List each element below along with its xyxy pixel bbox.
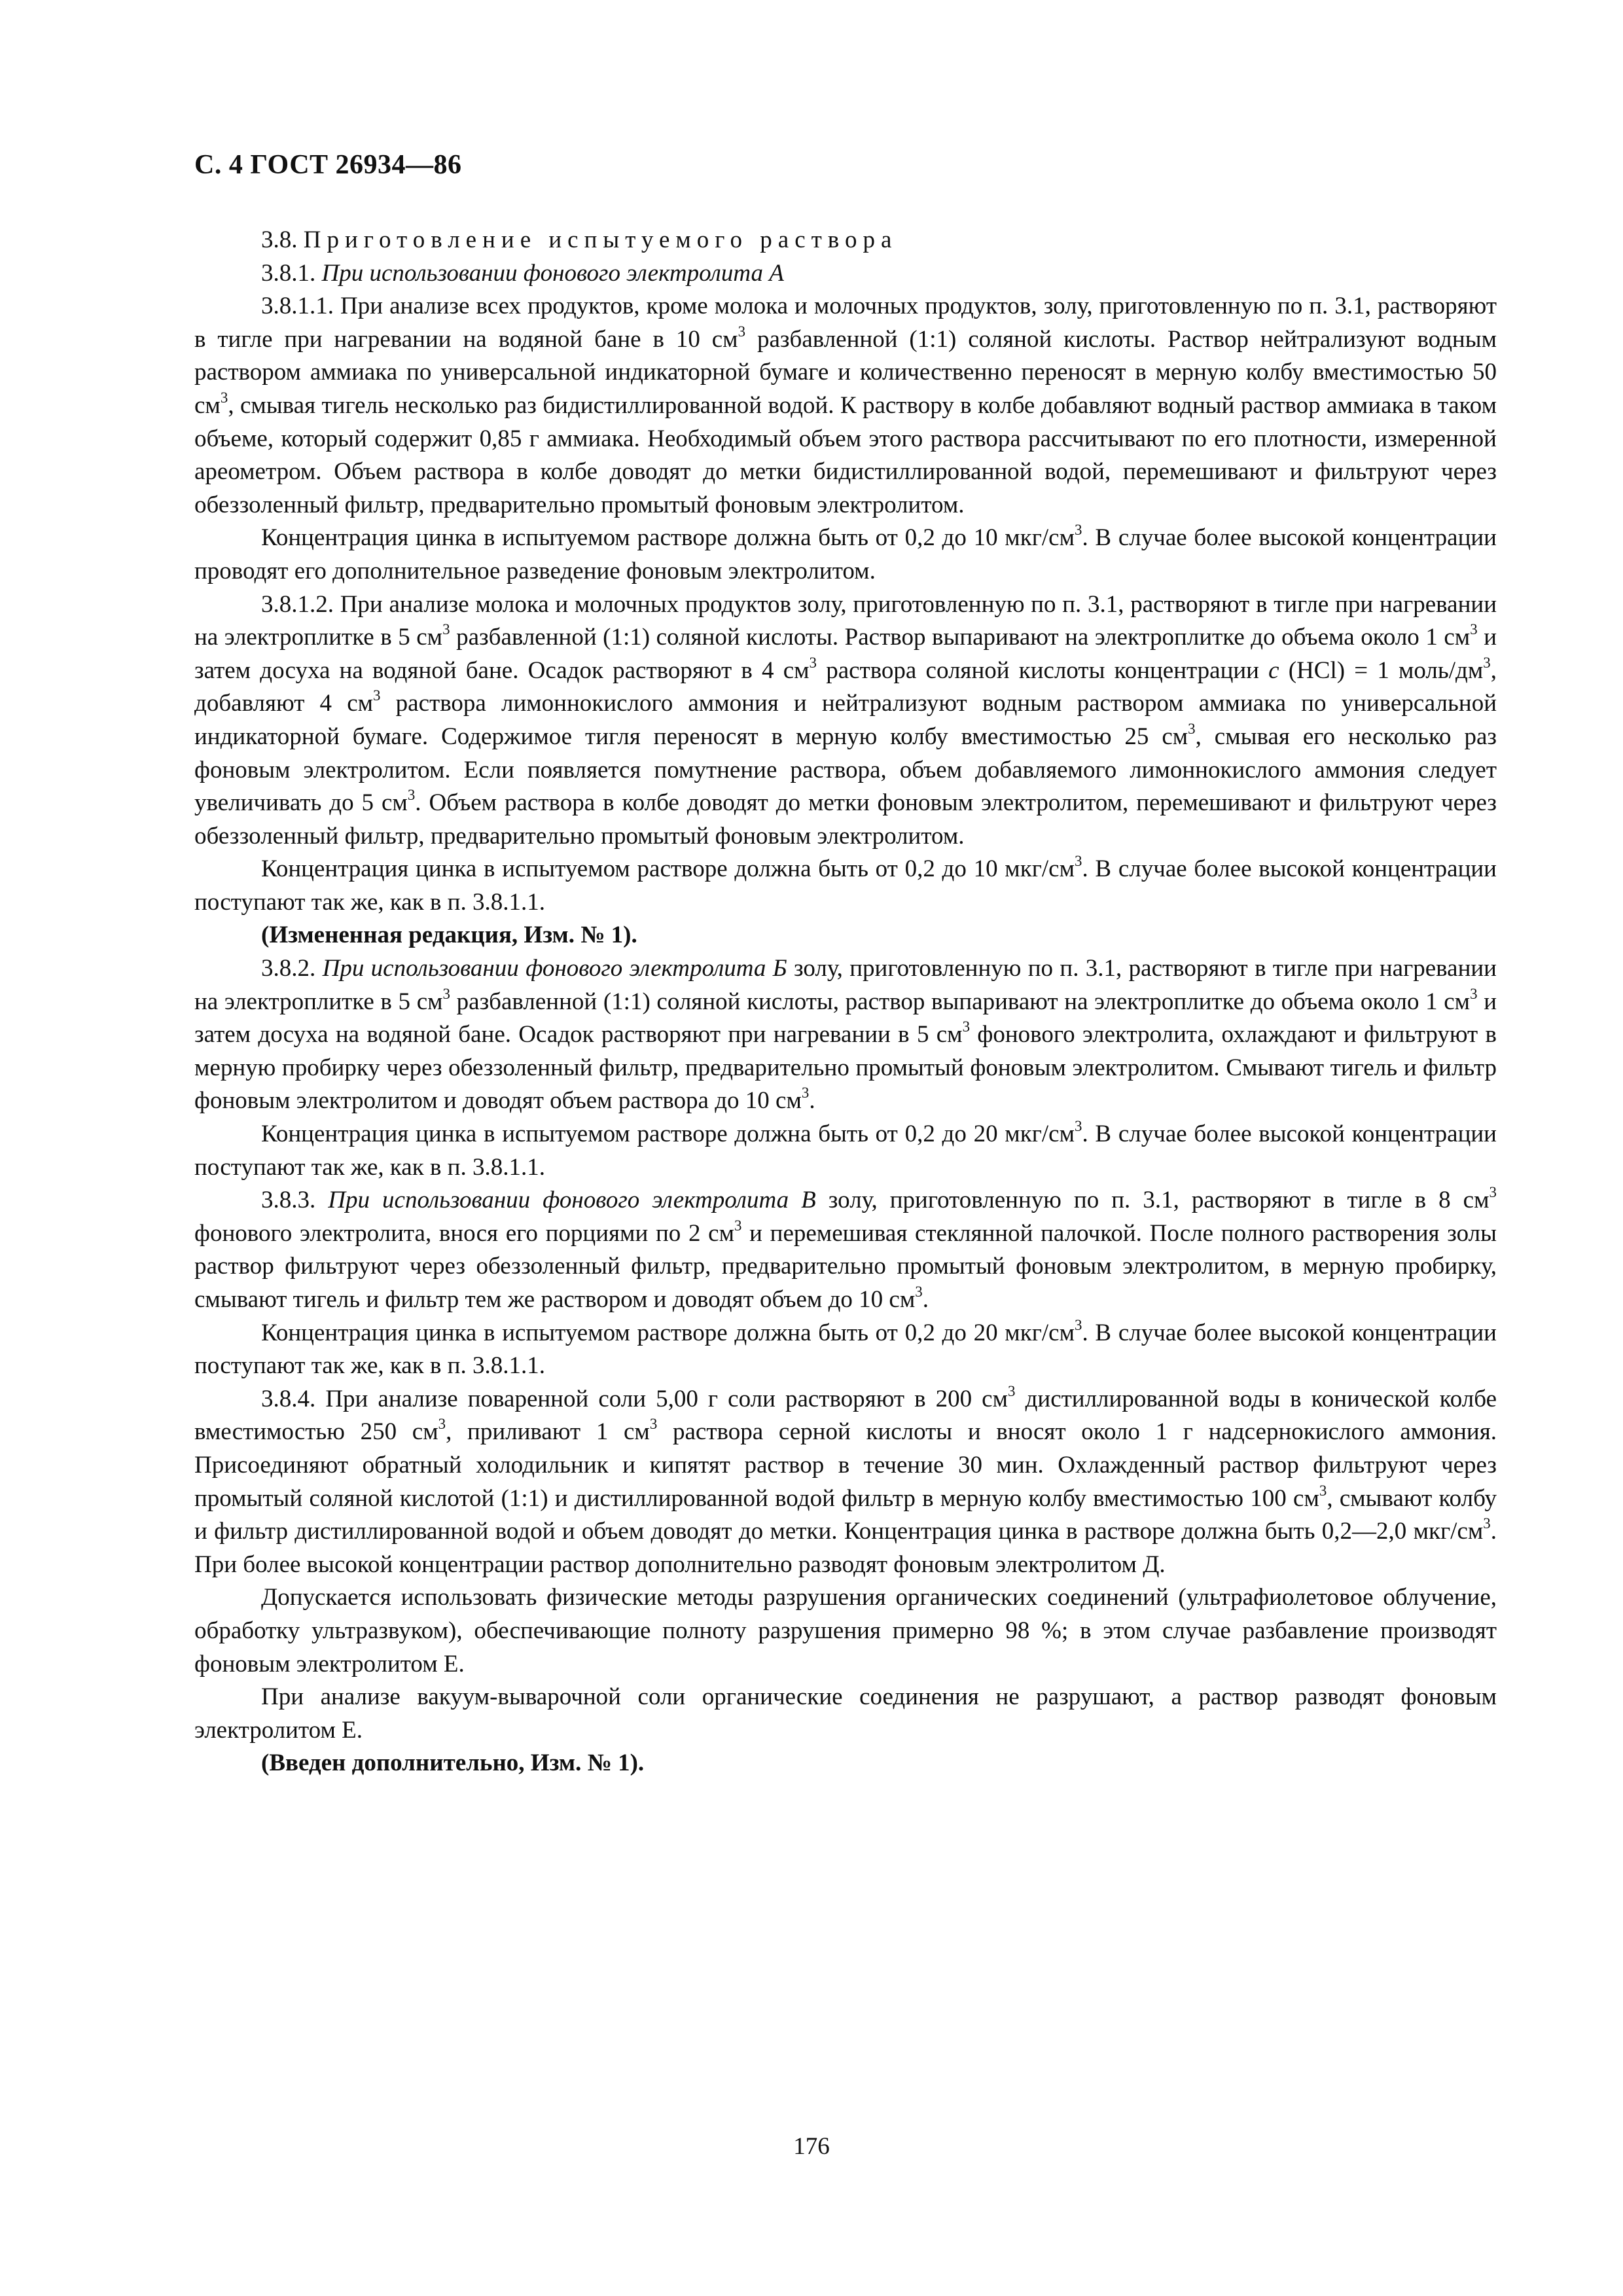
text-run: . bbox=[922, 1286, 929, 1313]
superscript: 3 bbox=[1319, 1482, 1327, 1499]
text-run: . В случае более высокой концентрации поступают так же, как в п. 3.8.1.1. bbox=[194, 855, 1497, 916]
text-run: Концентрация цинка в испытуемом растворе должна быть от 0,2 до 10 мкг/см bbox=[261, 524, 1075, 552]
paragraph-number: 3.8.3. bbox=[261, 1187, 329, 1214]
text-run: , приливают 1 см bbox=[446, 1418, 650, 1446]
text-run: . Объем раствора в колбе доводят до метки фоновым электролитом, перемешивают и фильтруют через обеззоленный фильтр, предварительно промытый фоновым электролитом. bbox=[194, 789, 1497, 850]
text-run: 3.8.1.2. При анализе молока и молочных продуктов золу, приготовленную по п. 3.1, растворяют в тигле при нагревании на электроплитке в 5 см bbox=[194, 590, 1497, 651]
text-run: . В случае более высокой концентрации поступают так же, как в п. 3.8.1.1. bbox=[194, 1121, 1497, 1181]
superscript: 3 bbox=[734, 1217, 742, 1234]
amendment-note-2: (Введен дополнительно, Изм. № 1). bbox=[261, 1749, 645, 1777]
page-header: С. 4 ГОСТ 26934—86 bbox=[194, 150, 462, 180]
superscript: 3 bbox=[1074, 522, 1082, 539]
superscript: 3 bbox=[1489, 1184, 1497, 1201]
italic-symbol: c bbox=[1268, 656, 1279, 684]
document-body bbox=[194, 224, 1497, 1780]
superscript: 3 bbox=[438, 1416, 446, 1433]
text-run: раствора соляной кислоты концентрации bbox=[817, 656, 1269, 684]
paragraph-number: 3.8.2. bbox=[261, 955, 323, 982]
superscript: 3 bbox=[1470, 985, 1478, 1002]
superscript: 3 bbox=[1483, 1515, 1491, 1532]
superscript: 3 bbox=[915, 1283, 923, 1300]
paragraph-3-8-4 bbox=[194, 1383, 1497, 1582]
paragraph-concentration-1 bbox=[194, 522, 1497, 588]
text-run: раствора серной кислоты и вносят около 1 г надсернокислого аммония. Присоединяют обратный холодильник и кипятят раствор в течение 30 мин. Охлажденный раствор фильтруют через промытый соляной кислотой (1:1) и дистиллированной водой фильтр в мерную колбу вместимостью 100 см bbox=[194, 1418, 1497, 1512]
text-run: Концентрация цинка в испытуемом растворе должна быть от 0,2 до 10 мкг/см bbox=[261, 855, 1075, 883]
paragraph-concentration-2 bbox=[194, 853, 1497, 919]
text-run: , смывая тигель несколько раз бидистиллированной водой. К раствору в колбе добавляют водный раствор аммиака в таком объеме, который содержит 0,85 г аммиака. Необходимый объем этого раствора рассчитывают по его плотности, измеренной ареометром. Объем раствора в колбе доводят до метки бидистиллированной водой, перемешивают и фильтруют через обеззоленный фильтр, предварительно промытый фоновым электролитом. bbox=[194, 391, 1497, 518]
superscript: 3 bbox=[1074, 853, 1082, 870]
text-run: разбавленной (1:1) соляной кислоты, раствор выпаривают на электроплитке до объема около 1 см bbox=[450, 988, 1471, 1015]
page-number: 176 bbox=[793, 2133, 830, 2160]
text-run: Концентрация цинка в испытуемом растворе должна быть от 0,2 до 20 мкг/см bbox=[261, 1121, 1075, 1148]
text-run: золу, приготовленную по п. 3.1, растворяют в тигле при нагревании на электроплитке в 5 см bbox=[194, 955, 1497, 1015]
section-3-8-title: Приготовление испытуемого раствора bbox=[303, 226, 898, 253]
text-run: (HCl) = 1 моль/дм bbox=[1279, 656, 1484, 684]
section-3-8-1-title: При использовании фонового электролита А bbox=[321, 259, 784, 287]
paragraph-physical-methods: Допускается использовать физические методы разрушения органических соединений (ультрафиолетовое облучение, обработку ультразвуком), обеспечивающие полноту разрушения примерно 98 %; в этом случае разбавление производят фоновым электролитом Е. bbox=[194, 1584, 1497, 1677]
text-run: дистиллированной воды в конической колбе вместимостью 250 см bbox=[194, 1385, 1497, 1446]
section-3-8-1-heading bbox=[194, 257, 1497, 291]
paragraph-3-8-2 bbox=[194, 952, 1497, 1118]
superscript: 3 bbox=[1074, 1117, 1082, 1134]
text-run: . В случае более высокой концентрации поступают так же, как в п. 3.8.1.1. bbox=[194, 1319, 1497, 1380]
text-run: разбавленной (1:1) соляной кислоты. Раствор нейтрализуют водным раствором аммиака по универсальной индикаторной бумаге и количественно переносят в мерную колбу вместимостью 50 см bbox=[194, 325, 1497, 419]
superscript: 3 bbox=[373, 687, 381, 704]
text-run: разбавленной (1:1) соляной кислоты. Раствор выпаривают на электроплитке до объема около 1 см bbox=[450, 624, 1471, 651]
paragraph-3-8-1-2 bbox=[194, 588, 1497, 853]
text-run: . В случае более высокой концентрации проводят его дополнительное разведение фоновым электролитом. bbox=[194, 524, 1497, 584]
text-run: 3.8.4. При анализе поваренной соли 5,00 г соли растворяют в 200 см bbox=[261, 1385, 1008, 1412]
text-run: . bbox=[809, 1087, 815, 1115]
paragraph-vacuum-salt: При анализе вакуум-выварочной соли органические соединения не разрушают, а раствор разводят фоновым электролитом Е. bbox=[194, 1683, 1497, 1744]
text-run: , добавляют 4 см bbox=[194, 656, 1497, 717]
text-run: золу, приготовленную по п. 3.1, растворяют в тигле в 8 см bbox=[815, 1187, 1489, 1214]
superscript: 3 bbox=[1470, 621, 1478, 638]
italic-heading: При использовании фонового электролита Б bbox=[322, 955, 787, 982]
section-3-8-heading bbox=[194, 224, 1497, 257]
text-run: Концентрация цинка в испытуемом растворе должна быть от 0,2 до 20 мкг/см bbox=[261, 1319, 1075, 1346]
superscript: 3 bbox=[1008, 1382, 1016, 1399]
superscript: 3 bbox=[1483, 654, 1491, 671]
text-run: фонового электролита, охлаждают и фильтруют в мерную пробирку через обеззоленный фильтр, предварительно промытый фоновым электролитом. Смывают тигель и фильтр фоновым электролитом и доводят объем раствора до 10 см bbox=[194, 1021, 1497, 1115]
text-run: , смывая его несколько раз фоновым электролитом. Если появляется помутнение раствора, объем добавляемого лимоннокислого аммония следует увеличивать до 5 см bbox=[194, 723, 1497, 817]
superscript: 3 bbox=[801, 1085, 810, 1102]
text-run: фонового электролита, внося его порциями по 2 см bbox=[194, 1219, 734, 1247]
paragraph-concentration-4 bbox=[194, 1317, 1497, 1383]
superscript: 3 bbox=[738, 323, 746, 340]
section-3-8-1-number: 3.8.1. bbox=[261, 259, 316, 287]
text-run: и затем досуха на водяной бане. Осадок растворяют в 4 см bbox=[194, 624, 1497, 684]
superscript: 3 bbox=[442, 621, 450, 638]
italic-heading: При использовании фонового электролита В bbox=[328, 1187, 816, 1214]
section-3-8-number: 3.8. bbox=[261, 226, 298, 253]
amendment-note-1: (Измененная редакция, Изм. № 1). bbox=[261, 922, 637, 949]
superscript: 3 bbox=[1188, 720, 1196, 737]
superscript: 3 bbox=[962, 1018, 971, 1035]
superscript: 3 bbox=[1074, 1316, 1082, 1333]
superscript: 3 bbox=[407, 787, 416, 804]
text-run: 3.8.1.1. При анализе всех продуктов, кроме молока и молочных продуктов, золу, приготовленную по п. 3.1, растворяют в тигле при нагревании на водяной бане в 10 см bbox=[194, 293, 1497, 353]
text-run: . При более высокой концентрации раствор дополнительно разводят фоновым электролитом Д. bbox=[194, 1518, 1497, 1578]
superscript: 3 bbox=[649, 1416, 658, 1433]
superscript: 3 bbox=[442, 985, 450, 1002]
superscript: 3 bbox=[809, 654, 817, 671]
text-run: , смывают колбу и фильтр дистиллированной водой и объем доводят до метки. Концентрация цинка в растворе должна быть 0,2—2,0 мкг/см bbox=[194, 1484, 1497, 1545]
paragraph-concentration-3 bbox=[194, 1118, 1497, 1184]
superscript: 3 bbox=[220, 389, 228, 406]
text-run: и затем досуха на водяной бане. Осадок растворяют при нагревании в 5 см bbox=[194, 988, 1497, 1049]
text-run: и перемешивая стеклянной палочкой. После полного растворения золы раствор фильтруют через обеззоленный фильтр, предварительно промытый фоновым электролитом, в мерную пробирку, смывают тигель и фильтр тем же раствором и доводят объем до 10 см bbox=[194, 1219, 1497, 1313]
text-run: раствора лимоннокислого аммония и нейтрализуют водным раствором аммиака по универсальной индикаторной бумаге. Содержимое тигля переносят в мерную колбу вместимостью 25 см bbox=[194, 690, 1497, 750]
paragraph-3-8-3 bbox=[194, 1184, 1497, 1316]
paragraph-3-8-1-1 bbox=[194, 290, 1497, 522]
